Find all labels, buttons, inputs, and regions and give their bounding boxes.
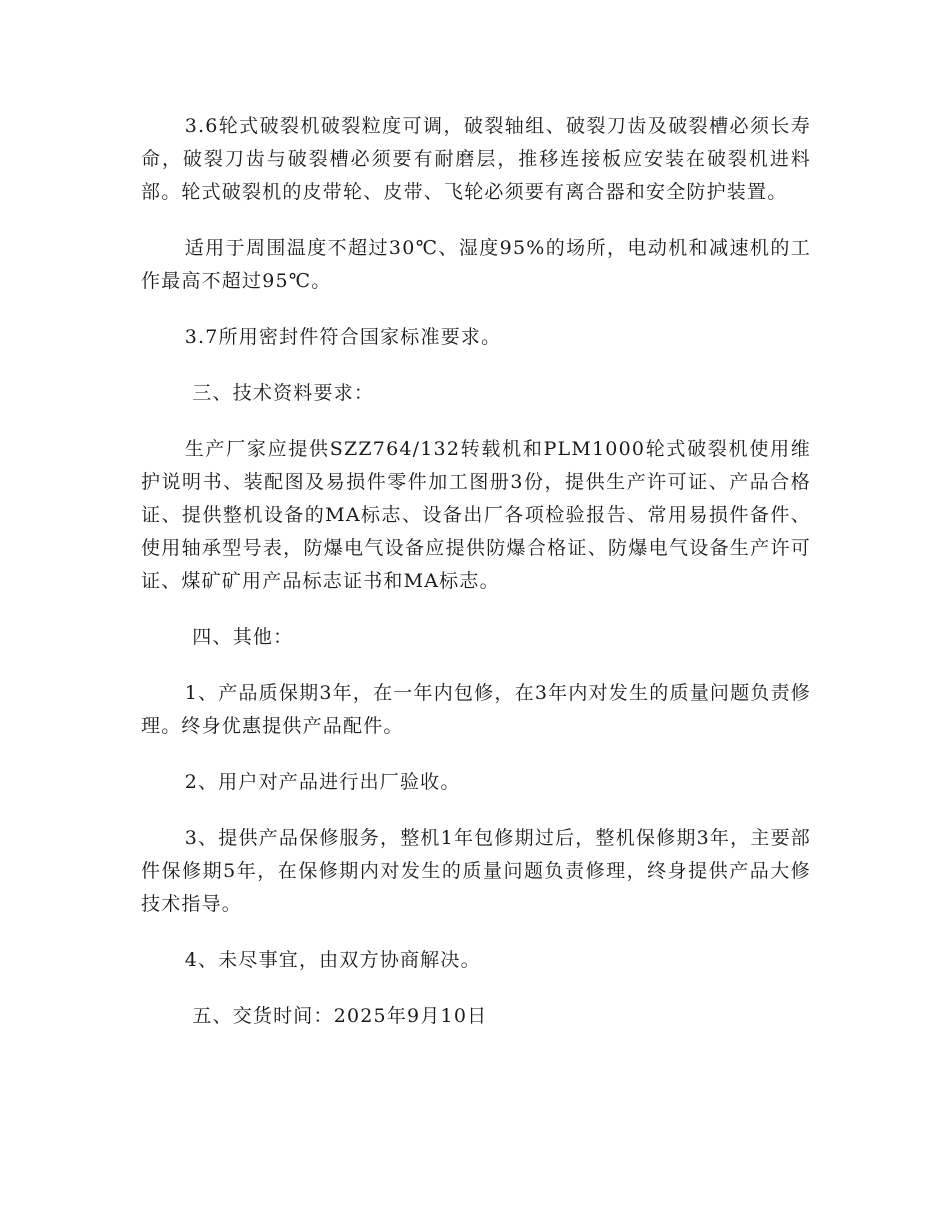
list-item-3: 3、提供产品保修服务，整机1年包修期过后，整机保修期3年，主要部件保修期5年，在保修期内对发生的质量问题负责修理，终身提供产品大修技术指导。	[141, 827, 811, 915]
document-body	[141, 110, 811, 1056]
section-heading-4: 四、其他：	[192, 626, 294, 648]
list-item-2: 2、用户对产品进行出厂验收。	[184, 771, 461, 793]
section-heading-3: 三、技术资料要求：	[192, 382, 375, 404]
section-heading-5: 五、交货时间：2025年9月10日	[192, 1005, 488, 1027]
list-item-1: 1、产品质保期3年，在一年内包修，在3年内对发生的质量问题负责修理。终身优惠提供产品配件。	[141, 682, 811, 737]
paragraph-3-6: 3.6轮式破裂机破裂粒度可调，破裂轴组、破裂刀齿及破裂槽必须长寿命，破裂刀齿与破裂槽必须要有耐磨层，推移连接板应安装在破裂机进料部。轮式破裂机的皮带轮、皮带、飞轮必须要有离合器和安全防护装置。	[141, 115, 811, 203]
paragraph-temperature: 适用于周围温度不超过30℃、湿度95%的场所，电动机和减速机的工作最高不超过95℃。	[141, 237, 811, 292]
list-item-4: 4、未尽事宜，由双方协商解决。	[184, 949, 481, 971]
paragraph-3-7: 3.7所用密封件符合国家标准要求。	[184, 326, 502, 348]
paragraph-tech-docs: 生产厂家应提供SZZ764/132转载机和PLM1000轮式破裂机使用维护说明书、装配图及易损件零件加工图册3份，提供生产许可证、产品合格证、提供整机设备的MA标志、设备出厂各项检验报告、常用易损件备件、使用轴承型号表，防爆电气设备应提供防爆合格证、防爆电气设备生产许可证、煤矿矿用产品标志证书和MA标志。	[141, 438, 811, 592]
